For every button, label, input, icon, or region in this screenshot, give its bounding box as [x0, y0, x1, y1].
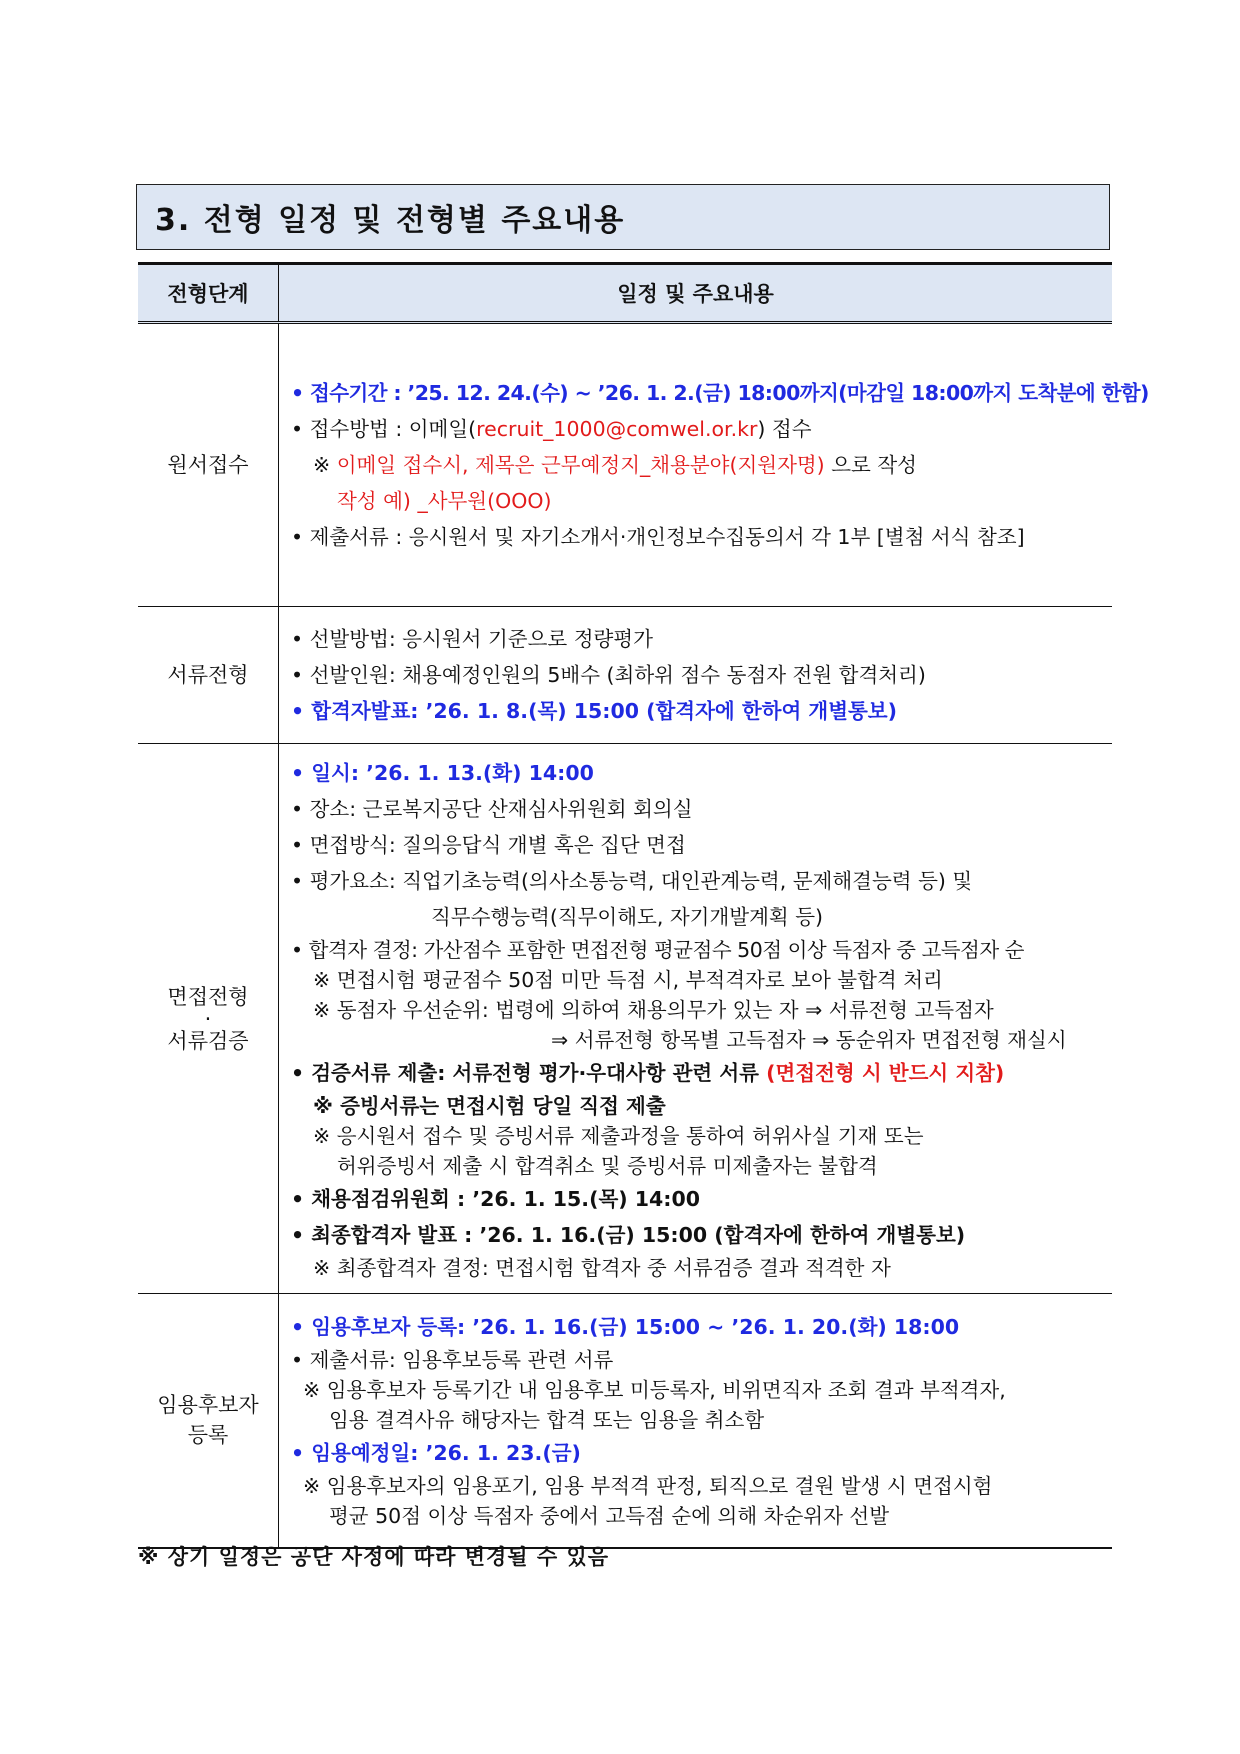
tie-priority-cont: ⇒ 서류전형 항목별 고득점자 ⇒ 동순위자 면접전형 재실시	[551, 1027, 1067, 1052]
appointment-date: • 임용예정일: ’26. 1. 23.(금)	[291, 1441, 581, 1466]
content-cell	[279, 607, 1113, 744]
verification-required: (면접전형 시 반드시 지참)	[766, 1060, 1005, 1085]
section-title: 3. 전형 일정 및 전형별 주요내용	[136, 184, 1110, 250]
required-documents: • 제출서류 : 응시원서 및 자기소개서·개인정보수집동의서 각 1부 [별첨 서식 참조]	[291, 525, 1025, 549]
selection-method: • 선발방법: 응시원서 기준으로 정량평가	[291, 627, 653, 651]
method-prefix: • 접수방법 : 이메일(	[291, 417, 477, 441]
stage-cell	[138, 744, 279, 1294]
final-announcement: • 최종합격자 발표 : ’26. 1. 16.(금) 15:00 (합격자에 한하여 개별통보)	[291, 1222, 966, 1247]
table-header-row	[138, 264, 1112, 323]
email-address: recruit_1000@comwel.or.kr	[476, 417, 758, 441]
false-info-note: ※ 응시원서 접수 및 증빙서류 제출과정을 통하여 허위사실 기재 또는	[313, 1123, 924, 1148]
interview-datetime: • 일시: ’26. 1. 13.(화) 14:00	[291, 760, 594, 785]
note-mark: ※	[313, 453, 337, 477]
false-info-note-cont: 허위증빙서 제출 시 합격취소 및 증빙서류 미제출자는 불합격	[337, 1153, 878, 1178]
proof-submission-note: ※ 증빙서류는 면접시험 당일 직접 제출	[313, 1093, 666, 1118]
content-cell	[279, 1294, 1113, 1548]
hiring-review-committee: • 채용점검위원회 : ’26. 1. 15.(목) 14:00	[291, 1186, 701, 1211]
note-suffix: 으로 작성	[824, 453, 917, 477]
stage-label: 등록	[187, 1423, 229, 1448]
stage-label: 서류전형	[167, 663, 249, 687]
schedule-change-note: ※ 상기 일정은 공단 사정에 따라 변경될 수 있음	[138, 1545, 610, 1569]
table-row-application	[138, 323, 1112, 607]
subject-format: 이메일 접수시, 제목은 근무예정지_채용분야(지원자명)	[336, 453, 825, 477]
cancel-note-cont: 임용 결격사유 해당자는 합격 또는 임용을 취소함	[329, 1408, 765, 1433]
pass-decision: • 합격자 결정: 가산점수 포함한 면접전형 평균점수 50점 이상 득점자 중 고득점자 순	[291, 937, 1024, 962]
final-decision-note: ※ 최종합격자 결정: 면접시험 합격자 중 서류검증 결과 적격한 자	[313, 1255, 891, 1280]
verification-text: • 검증서류 제출: 서류전형 평가·우대사항 관련 서류	[291, 1060, 767, 1085]
evaluation-factors: • 평가요소: 직업기초능력(의사소통능력, 대인관계능력, 문제해결능력 등) 및	[291, 868, 973, 893]
stage-label: 면접전형	[167, 984, 249, 1009]
table-row-document-screening	[138, 607, 1112, 744]
selection-count: • 선발인원: 채용예정인원의 5배수 (최하위 점수 동점자 전원 합격처리)	[291, 663, 926, 687]
stage-label: 임용후보자	[157, 1393, 259, 1418]
tie-priority: ※ 동점자 우선순위: 법령에 의하여 채용의무가 있는 자 ⇒ 서류전형 고득점자	[313, 997, 994, 1022]
schedule-table	[138, 262, 1149, 1549]
content-cell	[279, 323, 1149, 607]
stage-cell	[138, 607, 279, 744]
stage-separator: ·	[204, 1006, 212, 1031]
vacancy-note-cont: 평균 50점 이상 득점자 중에서 고득점 순에 의해 차순위자 선발	[329, 1504, 890, 1529]
content-cell	[279, 744, 1113, 1294]
application-method	[291, 411, 1112, 447]
interview-method: • 면접방식: 질의응답식 개별 혹은 집단 면접	[291, 832, 686, 857]
application-period: • 접수기간 : ’25. 12. 24.(수) ~ ’26. 1. 2.(금) 18:00까지(마감일 18:00까지 도착분에 한함)	[291, 381, 1149, 405]
stage-label: 원서접수	[167, 453, 249, 477]
table-row-registration	[138, 1294, 1112, 1548]
subject-example: 작성 예) _사무원(OOO)	[337, 489, 552, 513]
stage-cell	[138, 1294, 279, 1548]
registration-period: • 임용후보자 등록: ’26. 1. 16.(금) 15:00 ~ ’26. 1. 20.(화) 18:00	[291, 1315, 960, 1340]
col-header-content: 일정 및 주요내용	[279, 264, 1113, 323]
email-subject-note	[291, 447, 1112, 483]
evaluation-factors-cont: 직무수행능력(직무이해도, 자기개발계획 등)	[431, 904, 823, 929]
stage-label: 서류검증	[167, 1028, 249, 1053]
registration-docs: • 제출서류: 임용후보등록 관련 서류	[291, 1348, 614, 1373]
fail-note: ※ 면접시험 평균점수 50점 미만 득점 시, 부적격자로 보아 불합격 처리	[313, 967, 943, 992]
pass-announcement: • 합격자발표: ’26. 1. 8.(목) 15:00 (합격자에 한하여 개별통보)	[291, 699, 897, 723]
method-suffix: ) 접수	[757, 417, 812, 441]
col-header-stage: 전형단계	[138, 264, 279, 323]
vacancy-note: ※ 임용후보자의 임용포기, 임용 부적격 판정, 퇴직으로 결원 발생 시 면접시험	[303, 1474, 993, 1499]
cancel-note: ※ 임용후보자 등록기간 내 임용후보 미등록자, 비위면직자 조회 결과 부적격자,	[303, 1378, 1006, 1403]
verification-docs	[291, 1055, 1112, 1091]
stage-cell	[138, 323, 279, 607]
interview-place: • 장소: 근로복지공단 산재심사위원회 회의실	[291, 796, 693, 821]
table-row-interview	[138, 744, 1112, 1294]
